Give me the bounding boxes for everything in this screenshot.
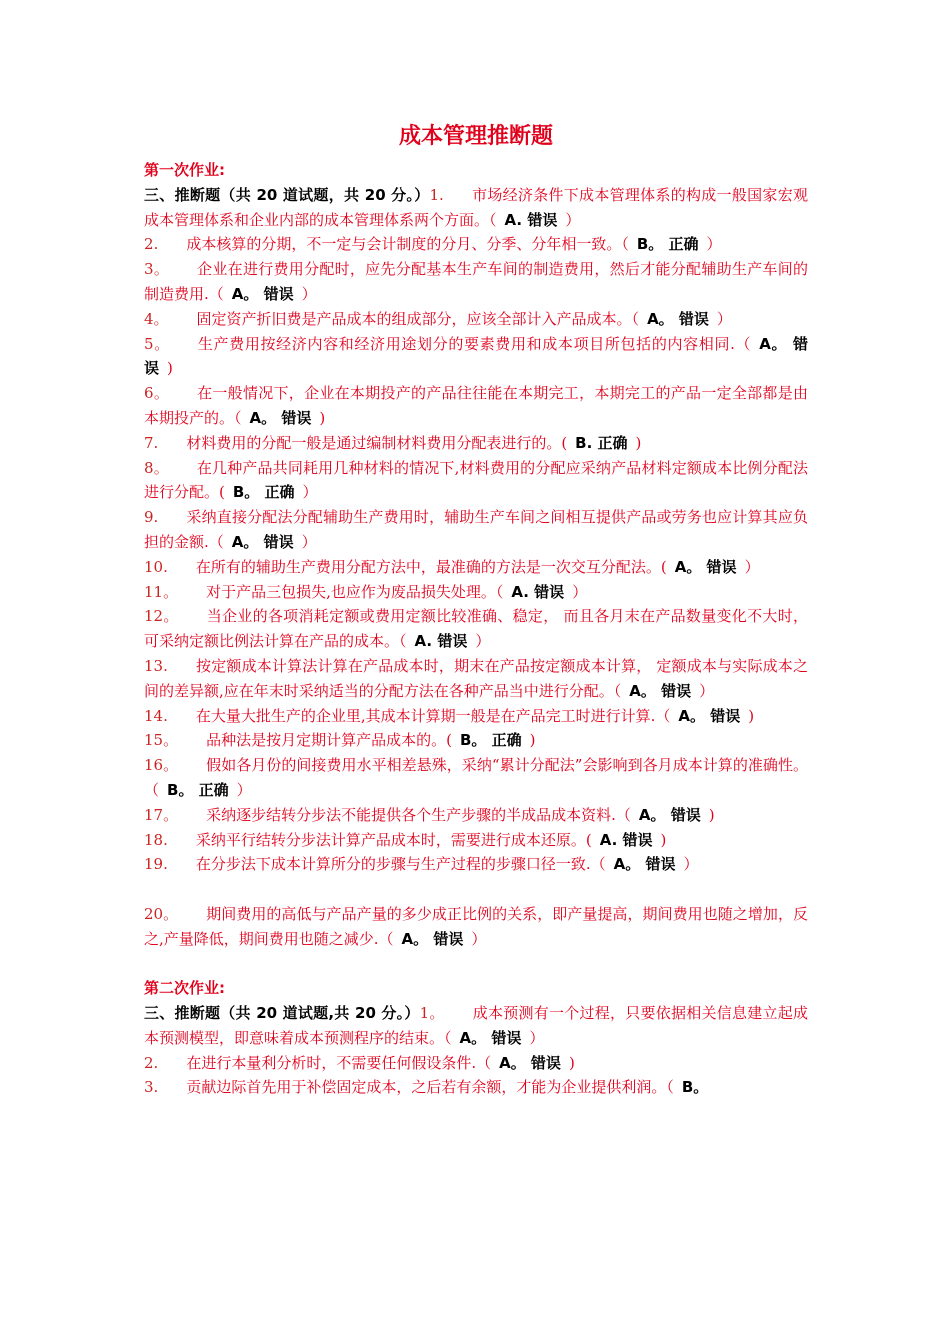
question-item — [144, 555, 808, 580]
question-item — [144, 456, 808, 506]
question-item — [144, 728, 808, 753]
answer-text: A. 错误 — [599, 830, 653, 849]
answer-text: A. 错误 — [511, 582, 565, 601]
question-text: 在一般情况下，企业在本期投产的产品往往能在本期完工，本期完工的产品一定全部都是由本期投产的。（ — [144, 384, 808, 427]
question-number: 5。 — [144, 334, 170, 353]
question-item — [144, 431, 808, 456]
question-number: 13. — [144, 656, 168, 675]
question-text: 在进行本量利分析时，不需要任何假设条件.（ — [186, 1053, 492, 1072]
answer-close-paren: ） — [716, 309, 732, 328]
answer-text: A。 错误 — [613, 855, 676, 874]
answer-text: A。 错误 — [499, 1053, 561, 1072]
question-number: 12。 — [144, 607, 179, 626]
question-item — [144, 332, 808, 382]
question-text: 在大量大批生产的企业里,其成本计算期一般是在产品完工时进行计算.（ — [195, 706, 671, 725]
question-item — [144, 1001, 808, 1051]
answer-text: A。 错误 — [459, 1028, 522, 1047]
answer-close-paren: ） — [572, 582, 588, 601]
question-number: 1。 — [419, 1004, 445, 1023]
question-text: 对于产品三包损失,也应作为废品损失处理。（ — [206, 582, 504, 601]
question-text: 生产费用按经济内容和经济用途划分的要素费用和成本项目所包括的内容相同.（ — [197, 334, 752, 353]
question-number: 3. — [144, 1078, 159, 1097]
question-number: 4。 — [144, 309, 169, 328]
question-text: 按定额成本计算法计算在产品成本时，期末在产品按定额成本计算， 定额成本与实际成本之间的差异额,应在年末时采纳适当的分配方法在各种产品当中进行分配。（ — [144, 656, 808, 700]
answer-close-paren: ） — [301, 284, 317, 303]
answer-text: A。 错误 — [629, 681, 692, 700]
answer-close-paren: ） — [471, 929, 487, 948]
answer-close-paren: ） — [301, 532, 317, 551]
question-number: 11。 — [144, 582, 179, 601]
question-text: 在分步法下成本计算所分的步骤与生产过程的步骤口径一致.（ — [195, 855, 606, 874]
question-item — [144, 704, 808, 729]
answer-close-paren: ) — [319, 408, 326, 427]
question-item — [144, 604, 808, 654]
question-item — [144, 381, 808, 431]
question-number: 16。 — [144, 756, 179, 775]
question-text: 成本预测有一个过程，只要依据相关信息建立起成本预测模型，即意味着成本预测程序的结束。（ — [144, 1004, 809, 1047]
question-text: 采纳逐步结转分步法不能提供各个生产步骤的半成品成本资料.（ — [206, 805, 631, 824]
question-text: 当企业的各项消耗定额或费用定额比较准确、稳定， 而且各月末在产品数量变化不大时，可采纳定额比例法计算在产品的成本。（ — [144, 607, 808, 651]
question-text: 假如各月份的间接费用水平相差悬殊，采纳“累计分配法”会影响到各月成本计算的准确性。（ — [144, 756, 809, 799]
question-number: 3。 — [144, 260, 170, 279]
answer-text: A。 错误 — [678, 706, 741, 725]
question-number: 18. — [144, 830, 168, 849]
answer-close-paren: ) — [529, 731, 536, 750]
question-text: 期间费用的高低与产品产量的多少成正比例的关系，即产量提高，期间费用也随之增加，反之,产量降低，期间费用也随之减少.（ — [144, 904, 808, 948]
answer-text: A. 错误 — [504, 210, 558, 229]
answer-text: A。 错误 — [647, 309, 709, 328]
question-item — [144, 803, 808, 828]
answer-close-paren: ） — [565, 210, 581, 229]
question-item — [144, 580, 808, 605]
answer-close-paren: ) — [167, 359, 173, 378]
question-item — [144, 1075, 808, 1100]
question-text: 在几种产品共同耗用几种材料的情况下,材料费用的分配应采纳产品材料定额成本比例分配法进行分配。( — [144, 458, 809, 502]
answer-close-paren: ) — [635, 433, 642, 452]
document-page — [144, 120, 808, 1100]
question-item — [144, 828, 808, 853]
question-item — [144, 307, 808, 332]
answer-close-paren: ） — [529, 1028, 545, 1047]
question-text: 材料费用的分配一般是通过编制材料费用分配表进行的。( — [186, 433, 568, 452]
question-number: 15。 — [144, 731, 179, 750]
question-item — [144, 183, 808, 233]
question-number: 17。 — [144, 805, 179, 824]
answer-close-paren: ） — [236, 780, 252, 799]
section-intro: 三、推断题（共 20 道试题,共 20 分。） — [144, 1004, 420, 1023]
answer-text: A. 错误 — [414, 632, 468, 651]
answer-close-paren: ） — [706, 235, 722, 254]
answer-text: B。 正确 — [459, 731, 522, 750]
answer-close-paren: ) — [660, 830, 667, 849]
section-1-questions — [144, 183, 808, 952]
question-item — [144, 257, 808, 307]
question-text: 品种法是按月定期计算产品成本的。( — [206, 731, 452, 750]
question-item — [144, 852, 808, 877]
question-number: 2. — [144, 1053, 159, 1072]
question-text: 采纳平行结转分步法计算产品成本时，需要进行成本还原。( — [195, 830, 592, 849]
answer-close-paren: ） — [302, 483, 318, 502]
answer-text: A。 错误 — [674, 557, 737, 576]
question-number: 2. — [144, 235, 159, 254]
answer-text: B。 — [681, 1078, 709, 1097]
question-text: 企业在进行费用分配时，应先分配基本生产车间的制造费用，然后才能分配辅助生产车间的制造费用.（ — [144, 260, 808, 303]
question-number: 6。 — [144, 384, 170, 403]
answer-text: B。 正确 — [232, 483, 295, 502]
question-text: 贡献边际首先用于补偿固定成本，之后若有余额，才能为企业提供利润。（ — [186, 1078, 674, 1097]
question-number: 10. — [144, 557, 168, 576]
question-text: 固定资产折旧费是产品成本的组成部分，应该全部计入产品成本。（ — [196, 309, 640, 328]
answer-close-paren: ） — [699, 681, 715, 700]
document-title: 成本管理推断题 — [398, 124, 553, 149]
answer-close-paren: ） — [683, 855, 699, 874]
answer-text: A。 错误 — [401, 929, 464, 948]
question-item — [144, 753, 808, 803]
question-number: 1. — [429, 185, 444, 204]
question-item — [144, 232, 808, 257]
question-number: 14. — [144, 706, 168, 725]
answer-close-paren: ） — [475, 632, 491, 651]
spacer — [144, 952, 808, 977]
answer-text: B. 正确 — [575, 433, 628, 452]
question-number: 9. — [144, 508, 159, 527]
section-heading: 第二次作业: — [144, 979, 225, 998]
answer-close-paren: ) — [568, 1053, 575, 1072]
question-text: 在所有的辅助生产费用分配方法中，最准确的方法是一次交互分配法。( — [195, 557, 667, 576]
answer-text: A。 错误 — [231, 532, 294, 551]
question-number: 20。 — [144, 904, 179, 923]
answer-text: A。 错误 — [249, 408, 312, 427]
spacer — [144, 877, 808, 902]
question-text: 成本核算的分期，不一定与会计制度的分月、分季、分年相一致。（ — [186, 235, 629, 254]
section-2-questions — [144, 1001, 808, 1100]
section-intro: 三、推断题（共 20 道试题，共 20 分。） — [144, 185, 430, 204]
question-text: 采纳直接分配法分配辅助生产费用时，辅助生产车间之间相互提供产品或劳务也应计算其应负担的金额.（ — [144, 508, 808, 551]
question-item — [144, 902, 808, 952]
answer-text: B。 正确 — [167, 780, 229, 799]
question-number: 19. — [144, 855, 168, 874]
answer-text: A。 错误 — [638, 805, 701, 824]
answer-text: A。 错误 — [231, 284, 294, 303]
answer-text: B。 正确 — [636, 235, 699, 254]
answer-text: A。 错误 — [144, 334, 808, 378]
question-item — [144, 1051, 808, 1076]
question-number: 7. — [144, 433, 159, 452]
answer-close-paren: ） — [744, 557, 760, 576]
answer-close-paren: ) — [708, 805, 715, 824]
question-item — [144, 654, 808, 704]
section-heading: 第一次作业: — [144, 161, 225, 179]
question-item — [144, 505, 808, 555]
question-text: 市场经济条件下成本管理体系的构成一般国家宏观成本管理体系和企业内部的成本管理体系两个方面。（ — [144, 185, 808, 229]
answer-close-paren: ) — [748, 706, 755, 725]
question-number: 8。 — [144, 458, 169, 477]
